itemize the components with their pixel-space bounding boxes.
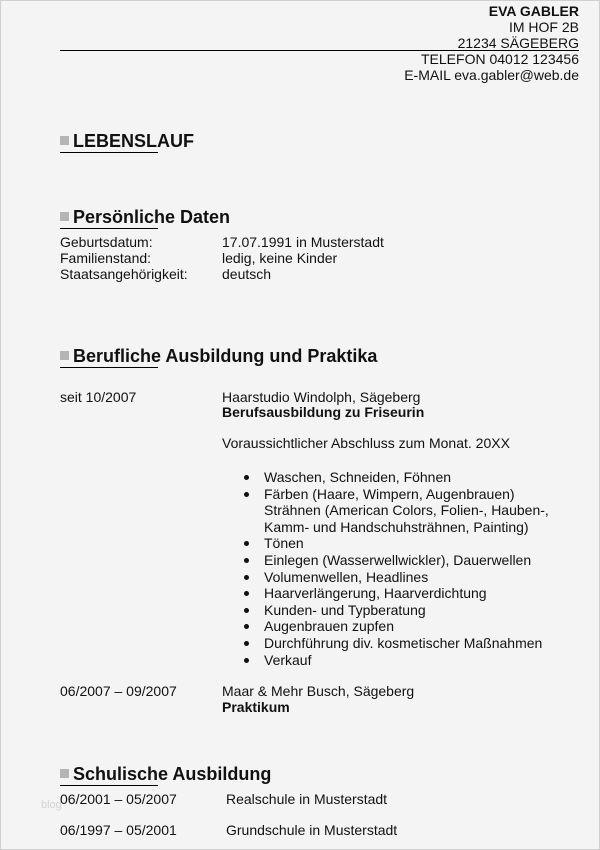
task-item: Färben (Haare, Wimpern, Augenbrauen): [243, 486, 549, 503]
training-period-1: seit 10/2007: [60, 389, 137, 405]
heading-underline: [60, 785, 158, 786]
bullet-dot-icon: [244, 575, 249, 580]
bullet-dot-icon: [244, 541, 249, 546]
bullet-square-icon: [60, 769, 69, 778]
address-street: IM HOF 2B: [508, 19, 579, 35]
personal-value-marital: ledig, keine Kinder: [222, 250, 338, 266]
section-heading-text: Berufliche Ausbildung und Praktika: [73, 346, 378, 366]
task-item: Tönen: [243, 535, 549, 552]
training-period-2: 06/2007 – 09/2007: [60, 683, 177, 699]
phone-number: TELEFON 04012 123456: [421, 51, 579, 67]
task-item-continuation: Kamm- und Handschuhsträhnen, Painting): [264, 518, 529, 535]
address-city: 21234 SÄGEBERG: [457, 35, 579, 51]
task-item: Haarverlängerung, Haarverdichtung: [243, 585, 549, 602]
task-item: Einlegen (Wasserwellwickler), Dauerwellen: [243, 552, 549, 569]
heading-underline: [60, 367, 158, 368]
section-heading-personal: [60, 206, 230, 228]
bullet-square-icon: [60, 351, 69, 360]
bullet-dot-icon: [244, 608, 249, 613]
applicant-name: EVA GABLER: [488, 3, 579, 19]
bullet-dot-icon: [244, 658, 249, 663]
training-role-2: Praktikum: [222, 699, 290, 715]
watermark-text: blog: [41, 799, 62, 811]
bullet-dot-icon: [244, 492, 249, 497]
bullet-dot-icon: [244, 624, 249, 629]
task-item: Kunden- und Typberatung: [243, 602, 549, 619]
training-employer-2: Maar & Mehr Busch, Sägeberg: [222, 683, 415, 699]
personal-label-marital: Familienstand:: [60, 250, 152, 266]
bullet-dot-icon: [244, 558, 249, 563]
bullet-dot-icon: [244, 591, 249, 596]
bullet-square-icon: [60, 212, 69, 221]
task-item: Verkauf: [243, 652, 549, 669]
email-address: E-MAIL eva.gabler@web.de: [404, 67, 579, 83]
document-title-text: LEBENSLAUF: [73, 131, 194, 151]
section-heading-training: [60, 345, 377, 367]
task-item: Volumenwellen, Headlines: [243, 569, 549, 586]
school-period-1: 06/2001 – 05/2007: [60, 791, 177, 807]
section-heading-text: Persönliche Daten: [73, 207, 231, 227]
heading-underline: [60, 228, 158, 229]
task-item: Durchführung div. kosmetischer Maßnahmen: [243, 635, 549, 652]
school-name-2: Grundschule in Musterstadt: [226, 822, 398, 838]
training-role-1: Berufsausbildung zu Friseurin: [222, 404, 425, 420]
training-employer-1: Haarstudio Windolph, Sägeberg: [222, 389, 421, 405]
section-heading-school: [60, 763, 271, 785]
personal-value-nationality: deutsch: [222, 266, 272, 282]
school-name-1: Realschule in Musterstadt: [226, 791, 388, 807]
bullet-dot-icon: [244, 641, 249, 646]
personal-label-birthdate: Geburtsdatum:: [60, 234, 153, 250]
personal-value-birthdate: 17.07.1991 in Musterstadt: [222, 234, 384, 250]
task-item-continuation: Strähnen (American Colors, Folien-, Hauben-,: [264, 502, 549, 519]
task-item: Augenbrauen zupfen: [243, 618, 549, 635]
personal-label-nationality: Staatsangehörigkeit:: [60, 266, 188, 282]
task-list: [243, 469, 549, 668]
bullet-dot-icon: [244, 475, 249, 480]
heading-underline: [60, 152, 158, 153]
task-item: Waschen, Schneiden, Föhnen: [243, 469, 549, 486]
bullet-square-icon: [60, 136, 69, 145]
section-heading-text: Schulische Ausbildung: [73, 764, 272, 784]
training-note-1: Voraussichtlicher Abschluss zum Monat. 20XX: [222, 435, 510, 451]
school-period-2: 06/1997 – 05/2001: [60, 822, 177, 838]
document-title: [60, 130, 194, 152]
